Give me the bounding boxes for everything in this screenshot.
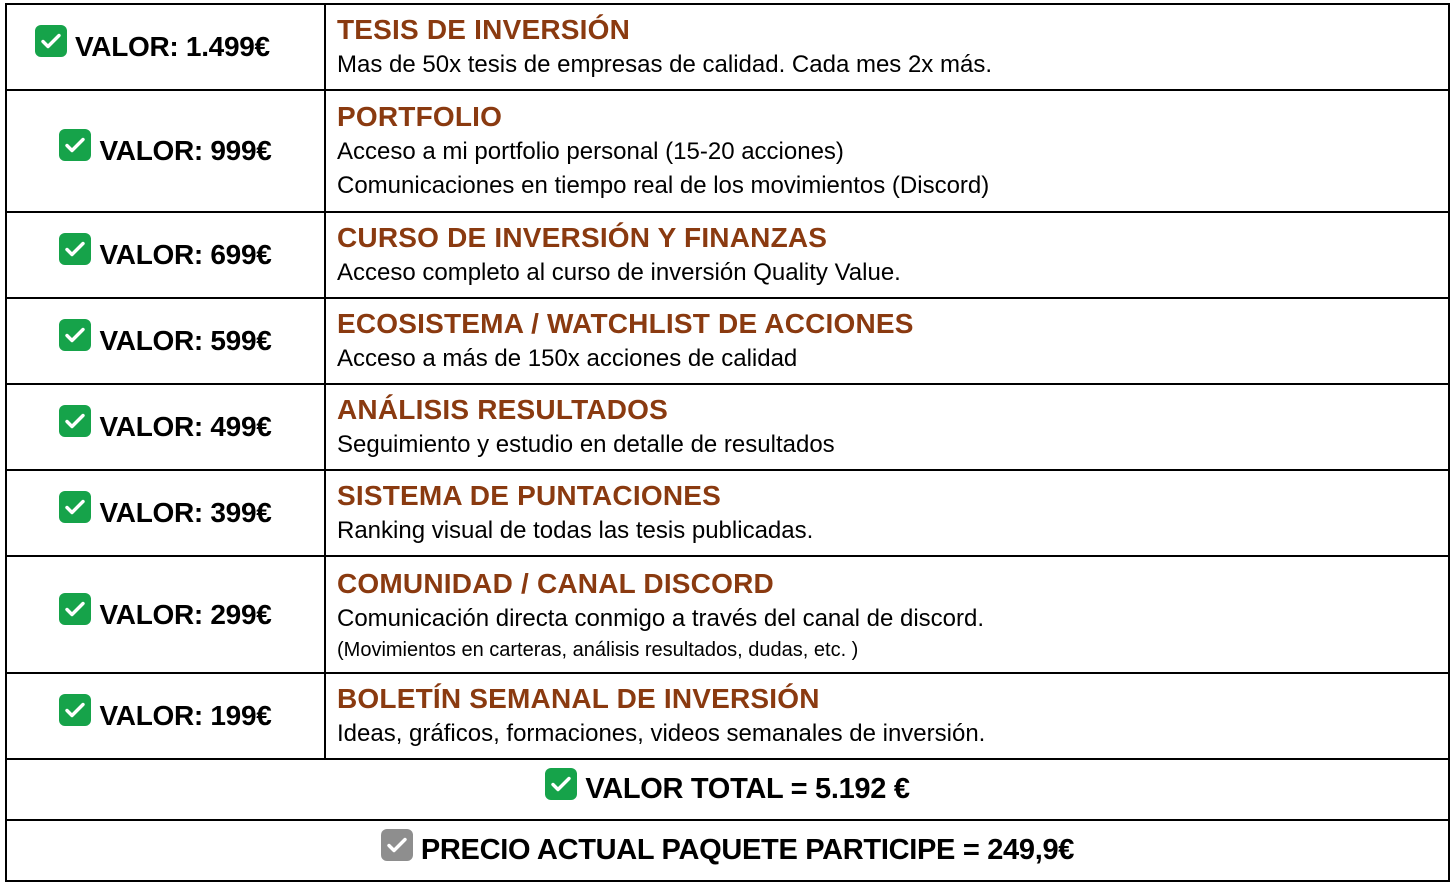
table-row [6,212,1449,298]
section-title: PORTFOLIO [337,101,503,132]
value-cell [6,384,325,470]
description-cell [325,90,1449,212]
section-title: COMUNIDAD / CANAL DISCORD [337,567,774,599]
value-label: VALOR: 199€ [99,700,272,731]
check-box-icon [59,593,91,625]
value-label: VALOR: 1.499€ [75,31,270,62]
price-row [6,820,1449,881]
total-cell [6,759,1449,820]
grey-check-box-icon [381,829,413,861]
description-cell [325,470,1449,556]
value-cell [6,470,325,556]
table-row [6,4,1449,90]
description-cell [325,556,1449,673]
check-box-icon [59,129,91,161]
check-box-icon [59,491,91,523]
value-cell [6,90,325,212]
description-cell [325,673,1449,759]
check-box-icon [35,25,67,57]
description-line: Comunicación directa conmigo a través del canal de discord. [337,604,985,632]
table-row [6,470,1449,556]
current-price: PRECIO ACTUAL PAQUETE PARTICIPE = 249,9€ [420,834,1075,866]
total-row [6,759,1449,820]
value-cell [6,556,325,673]
description-line: Ideas, gráficos, formaciones, videos semanales de inversión. [337,720,986,747]
check-box-icon [59,233,91,265]
description-cell [325,384,1449,470]
section-title: SISTEMA DE PUNTACIONES [337,480,721,511]
description-line: Ranking visual de todas las tesis publicadas. [337,517,814,544]
description-line: Acceso completo al curso de inversión Quality Value. [337,259,901,286]
value-cell [6,298,325,384]
check-box-icon [59,694,91,726]
description-cell [325,212,1449,298]
description-line: Comunicaciones en tiempo real de los movimientos (Discord) [337,172,990,199]
value-label: VALOR: 399€ [99,497,272,528]
check-box-icon [59,319,91,351]
value-label: VALOR: 499€ [99,411,272,442]
section-title: CURSO DE INVERSIÓN Y FINANZAS [337,222,828,253]
value-cell [6,212,325,298]
description-cell [325,298,1449,384]
section-title: ECOSISTEMA / WATCHLIST DE ACCIONES [337,308,914,339]
table-row [6,673,1449,759]
table-row [6,384,1449,470]
description-line: Mas de 50x tesis de empresas de calidad. Cada mes 2x más. [337,51,992,78]
price-cell [6,820,1449,881]
check-box-icon [545,768,577,800]
check-box-icon [59,405,91,437]
total-value: VALOR TOTAL = 5.192 € [585,773,910,805]
section-title: TESIS DE INVERSIÓN [337,14,630,45]
description-line: Acceso a más de 150x acciones de calidad [337,345,798,372]
table-row [6,90,1449,212]
table-row [6,556,1449,673]
offer-table [5,3,1450,882]
value-label: VALOR: 699€ [99,239,272,270]
value-label: VALOR: 999€ [99,135,272,166]
value-label: VALOR: 299€ [99,598,272,630]
description-cell [325,4,1449,90]
value-cell [6,4,325,90]
table-row [6,298,1449,384]
description-line: Acceso a mi portfolio personal (15-20 acciones) [337,138,844,165]
description-note: (Movimientos en carteras, análisis resultados, dudas, etc. ) [337,638,859,661]
description-line: Seguimiento y estudio en detalle de resultados [337,431,835,458]
value-cell [6,673,325,759]
section-title: ANÁLISIS RESULTADOS [337,394,668,425]
section-title: BOLETÍN SEMANAL DE INVERSIÓN [337,683,820,714]
value-label: VALOR: 599€ [99,325,272,356]
